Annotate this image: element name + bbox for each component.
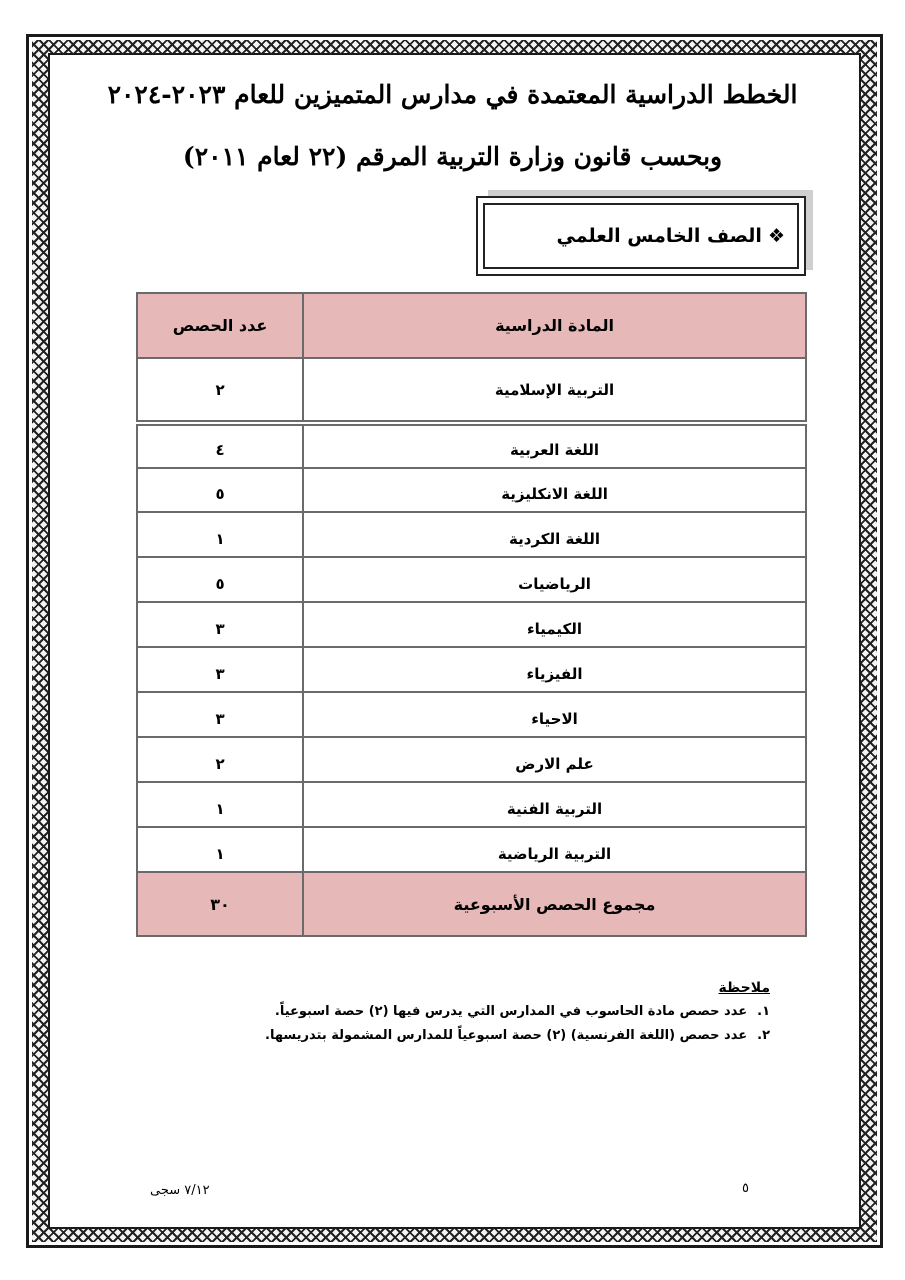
footer-author-note: ٧/١٢ سجى — [150, 1183, 210, 1198]
note-number: ٢. — [757, 1028, 770, 1043]
row-count: ٥ — [215, 485, 225, 503]
row-subject: التربية الفنية — [302, 783, 805, 826]
table-row — [136, 736, 807, 783]
table-total-row — [136, 871, 807, 937]
diamond-bullet-icon: ❖ — [767, 225, 785, 247]
grade-box-inner — [483, 203, 799, 269]
note-item-1 — [210, 1004, 770, 1019]
table-row — [136, 556, 807, 603]
grade-box — [476, 196, 806, 276]
table-row — [136, 467, 807, 513]
table-header-row — [136, 292, 807, 359]
row-count: ٢ — [215, 755, 225, 773]
row-subject: الاحياء — [302, 693, 805, 736]
table-row — [136, 691, 807, 738]
row-count: ٣ — [215, 620, 225, 638]
table-row — [136, 646, 807, 693]
note-text: عدد حصص (اللغة الفرنسية) (٢) حصة اسبوعياً للمدارس المشمولة بتدريسها. — [265, 1028, 748, 1043]
row-count: ٢ — [215, 380, 225, 399]
note-number: ١. — [757, 1004, 770, 1019]
row-subject: الفيزياء — [302, 648, 805, 691]
note-text: عدد حصص مادة الحاسوب في المدارس التي يدرس فيها (٢) حصة اسبوعياً. — [274, 1004, 748, 1019]
row-count: ٣ — [215, 665, 225, 683]
document-title-line2: وبحسب قانون وزارة التربية المرقم (٢٢ لعام ٢٠١١) — [182, 142, 723, 171]
row-subject: الرياضيات — [302, 558, 805, 601]
row-count: ١ — [215, 845, 225, 863]
total-count: ٣٠ — [210, 894, 230, 914]
row-subject: اللغة العربية — [302, 426, 805, 467]
row-count: ٣ — [215, 710, 225, 728]
table-row — [136, 601, 807, 648]
row-count: ٤ — [215, 441, 225, 459]
header-subject: المادة الدراسية — [302, 294, 805, 357]
row-count: ١ — [215, 800, 225, 818]
table-row — [136, 781, 807, 828]
row-subject: علم الارض — [302, 738, 805, 781]
table-row — [136, 424, 807, 469]
row-subject: التربية الإسلامية — [302, 359, 805, 420]
document-title-line1: الخطط الدراسية المعتمدة في مدارس المتميزين للعام ٢٠٢٣-٢٠٢٤ — [107, 80, 798, 109]
row-subject: التربية الرياضية — [302, 828, 805, 871]
row-subject: اللغة الكردية — [302, 513, 805, 556]
notes-title: ملاحظة — [718, 980, 770, 996]
note-item-2 — [210, 1028, 770, 1043]
table-row — [136, 511, 807, 558]
row-subject: الكيمياء — [302, 603, 805, 646]
row-count: ١ — [215, 530, 225, 548]
table-row — [136, 826, 807, 873]
grade-label: الصف الخامس العلمي — [556, 225, 762, 247]
row-count: ٥ — [215, 575, 225, 593]
header-count: عدد الحصص — [172, 316, 268, 335]
row-subject: اللغة الانكليزية — [302, 469, 805, 511]
total-label: مجموع الحصص الأسبوعية — [302, 873, 805, 935]
table-row — [136, 359, 807, 422]
page-number: ٥ — [742, 1181, 749, 1196]
